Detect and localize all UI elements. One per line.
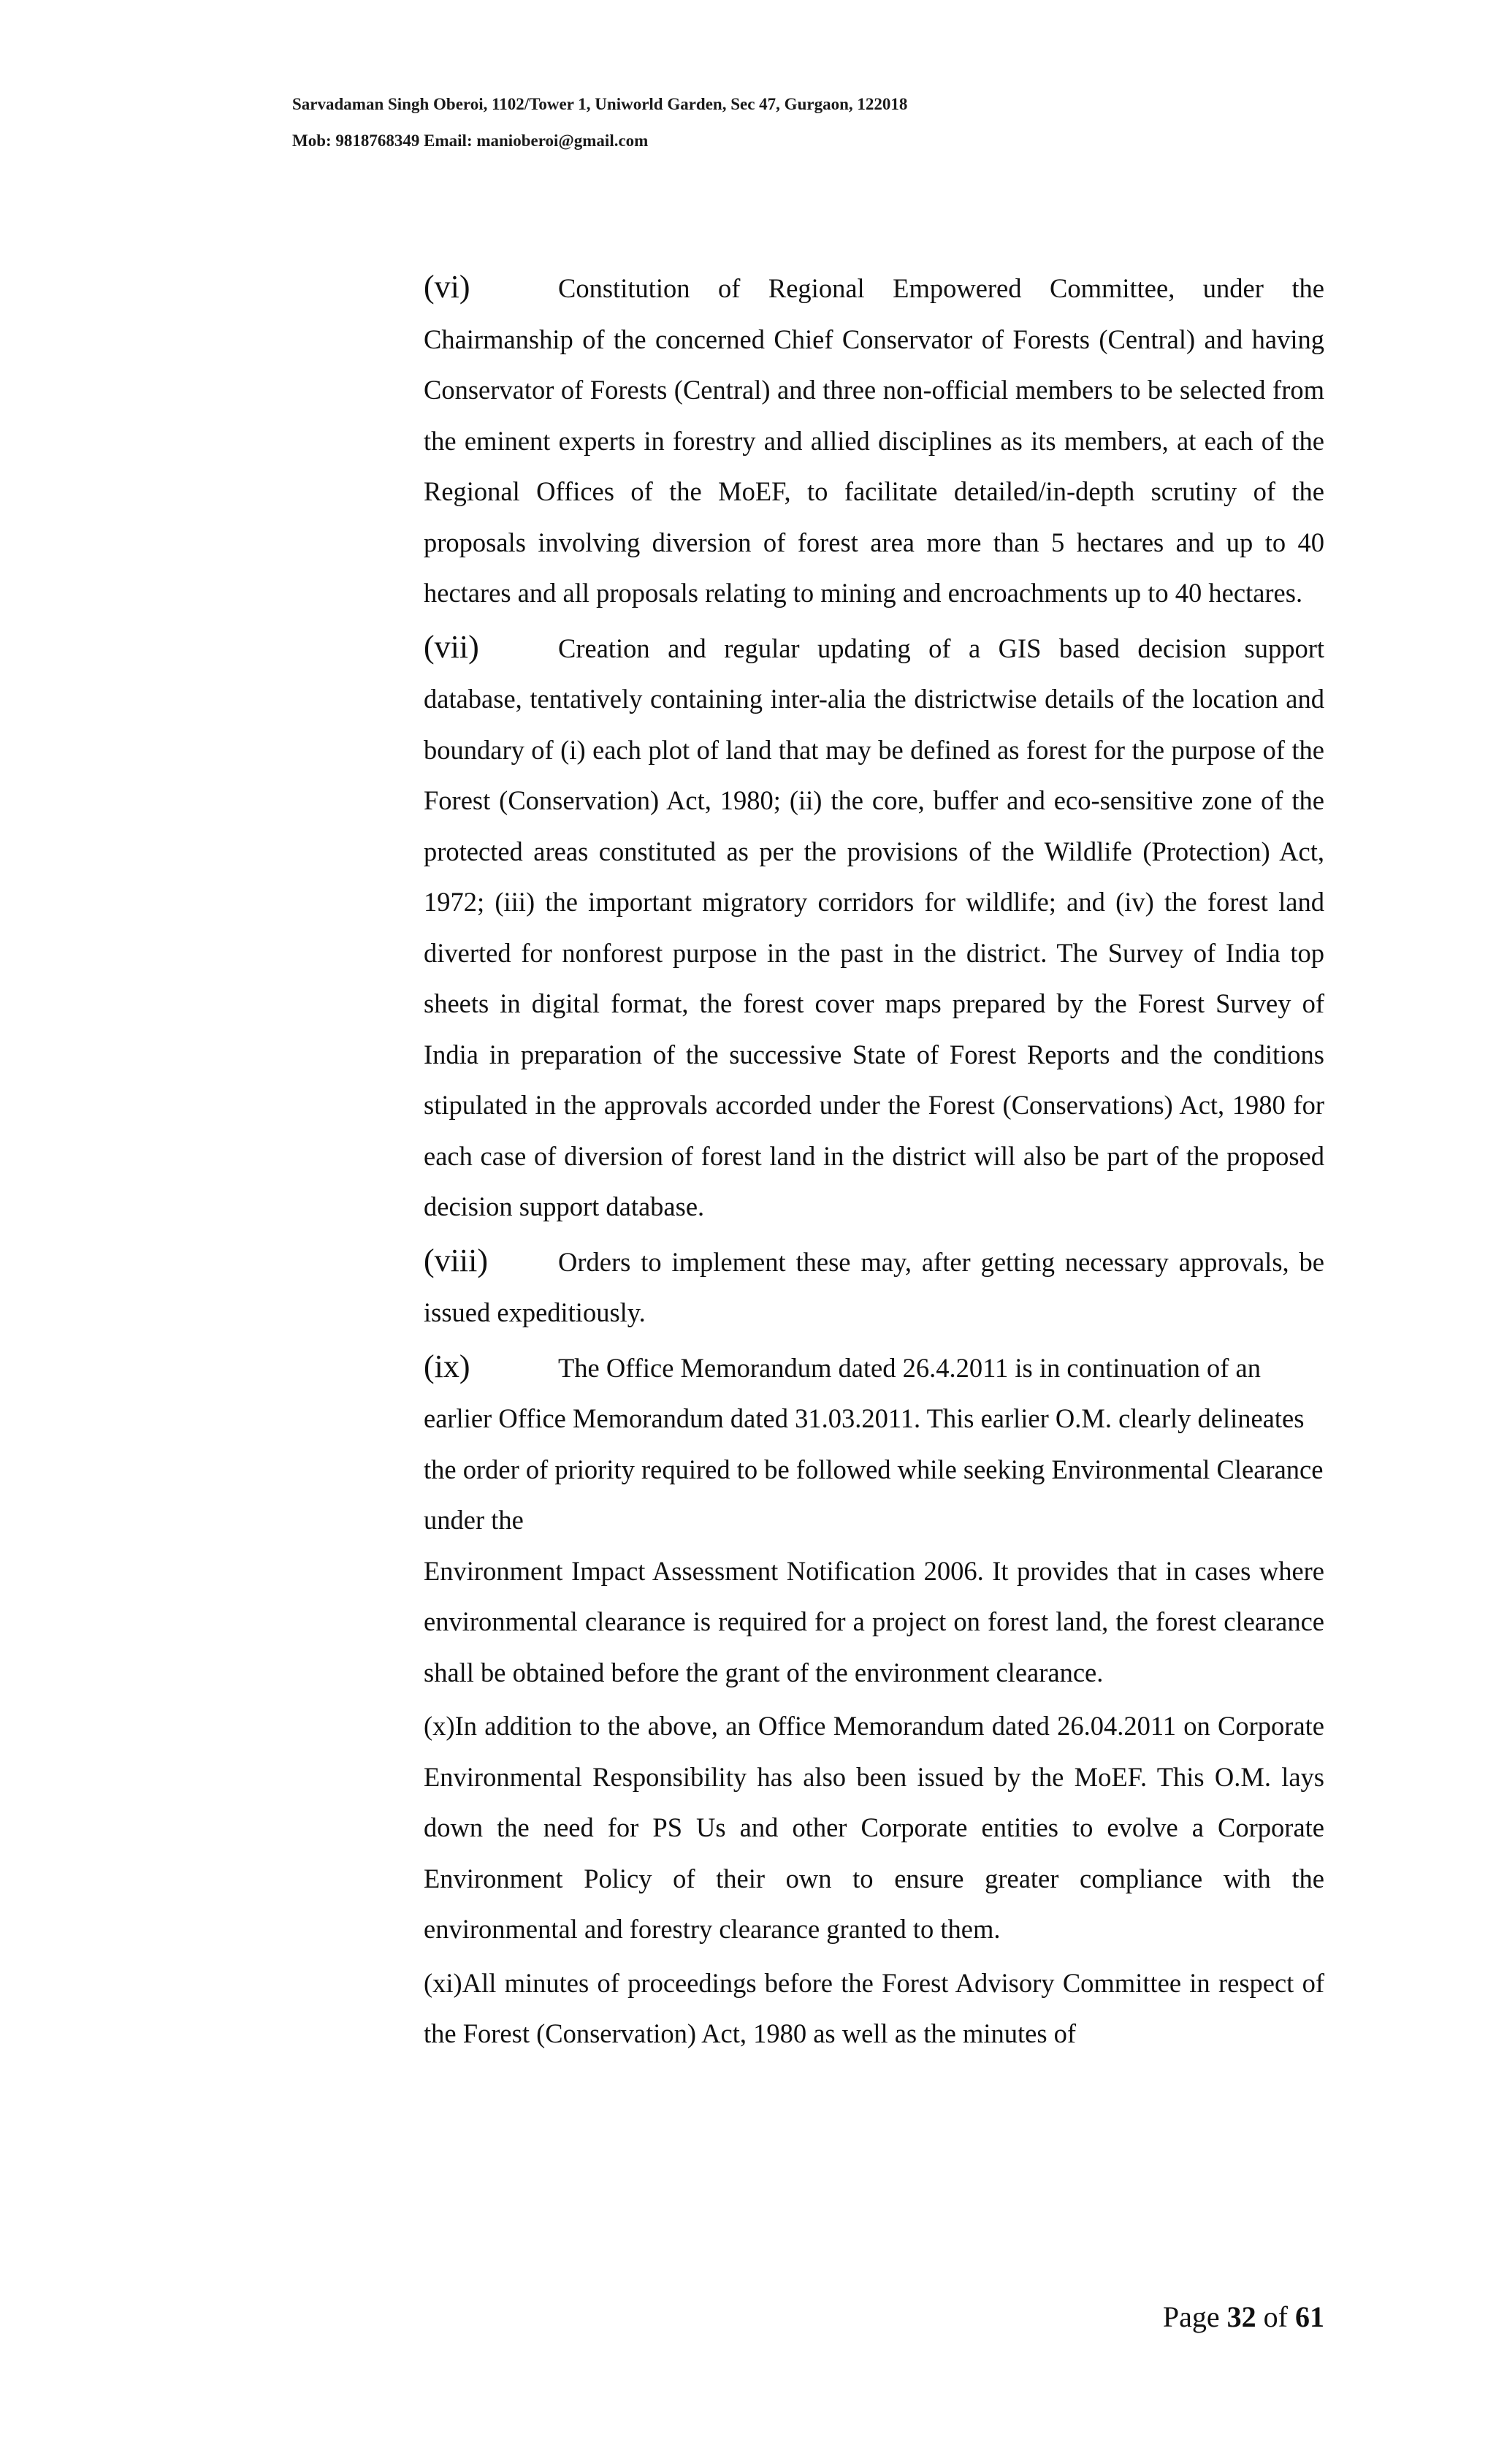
paragraph-ix [424,1341,1324,1546]
paragraph-xi [424,1958,1324,2059]
paragraph-number: (xi) [424,1967,462,1998]
total-pages: 61 [1295,2300,1324,2333]
paragraph-number: (vii) [424,628,479,665]
current-page: 32 [1226,2300,1256,2333]
paragraph-number: (x) [424,1711,455,1741]
paragraph-number: (viii) [424,1242,488,1278]
paragraph-viii [424,1235,1324,1338]
paragraph-text: Creation and regular updating of a GIS based decision support database, tentatively containing inter-alia the districtwise details of the location and boundary of (i) each plot of land that may be defined as forest for the purpose of the Forest (Conservation) Act, 1980; (ii) the core, buffer and eco-sensitive zone of the protected areas constituted as per the provisions of the Wildlife (Protection) Act, 1972; (iii) the important migratory corridors for wildlife; and (iv) the forest land diverted for nonforest purpose in the past in the district. The Survey of India top sheets in digital format, the forest cover maps prepared by the Forest Survey of India in preparation of the successive State of Forest Reports and the conditions stipulated in the approvals accorded under the Forest (Conservations) Act, 1980 for each case of diversion of forest land in the district will also be part of the proposed decision support database. [424,633,1324,1221]
paragraph-vii [424,622,1324,1232]
paragraph-number: (vi) [424,269,470,305]
paragraph-text: Constitution of Regional Empowered Committee, under the Chairmanship of the concerned Chief Conservator of Forests (Central) and having Conservator of Forests (Central) and three non-official members to be selected from the eminent experts in forestry and allied disciplines as its members, at each of the Regional Offices of the MoEF, to facilitate detailed/in-depth scrutiny of the proposals involving diversion of forest area more than 5 hectares and up to 40 hectares and all proposals relating to mining and encroachments up to 40 hectares. [424,273,1324,608]
paragraph-text: The Office Memorandum dated 26.4.2011 is in continuation of an earlier Office Memorandum dated 31.03.2011. This earlier O.M. clearly delineates the order of priority required to be followed while seeking Environmental Clearance under the [424,1352,1324,1535]
paragraph-text: Orders to implement these may, after getting necessary approvals, be issued expeditiously. [424,1246,1324,1327]
page-separator: of [1263,2300,1288,2333]
paragraph-vi [424,262,1324,619]
document-body [424,262,1324,2062]
paragraph-text: In addition to the above, an Office Memorandum dated 26.04.2011 on Corporate Environmental Responsibility has also been issued by the MoEF. This O.M. lays down the need for PS Us and other Corporate entities to evolve a Corporate Environment Policy of their own to ensure greater compliance with the environmental and forestry clearance granted to them. [424,1711,1324,1944]
letterhead-contact: Mob: 9818768349 Email: manioberoi@gmail.com [292,131,649,150]
paragraph-number: (ix) [424,1348,470,1384]
paragraph-x [424,1701,1324,1955]
page-label: Page [1162,2300,1220,2333]
page-number [1163,2300,1324,2334]
letterhead-address: Sarvadaman Singh Oberoi, 1102/Tower 1, Uniworld Garden, Sec 47, Gurgaon, 122018 [292,95,908,113]
paragraph-text: Environment Impact Assessment Notification 2006. It provides that in cases where environmental clearance is required for a project on forest land, the forest clearance shall be obtained before the grant of the environment clearance. [424,1555,1324,1687]
paragraph-text: All minutes of proceedings before the Forest Advisory Committee in respect of the Forest (Conservation) Act, 1980 as well as the minutes of [424,1967,1324,2048]
paragraph-ix-continued [424,1546,1324,1698]
letterhead [292,86,1388,159]
